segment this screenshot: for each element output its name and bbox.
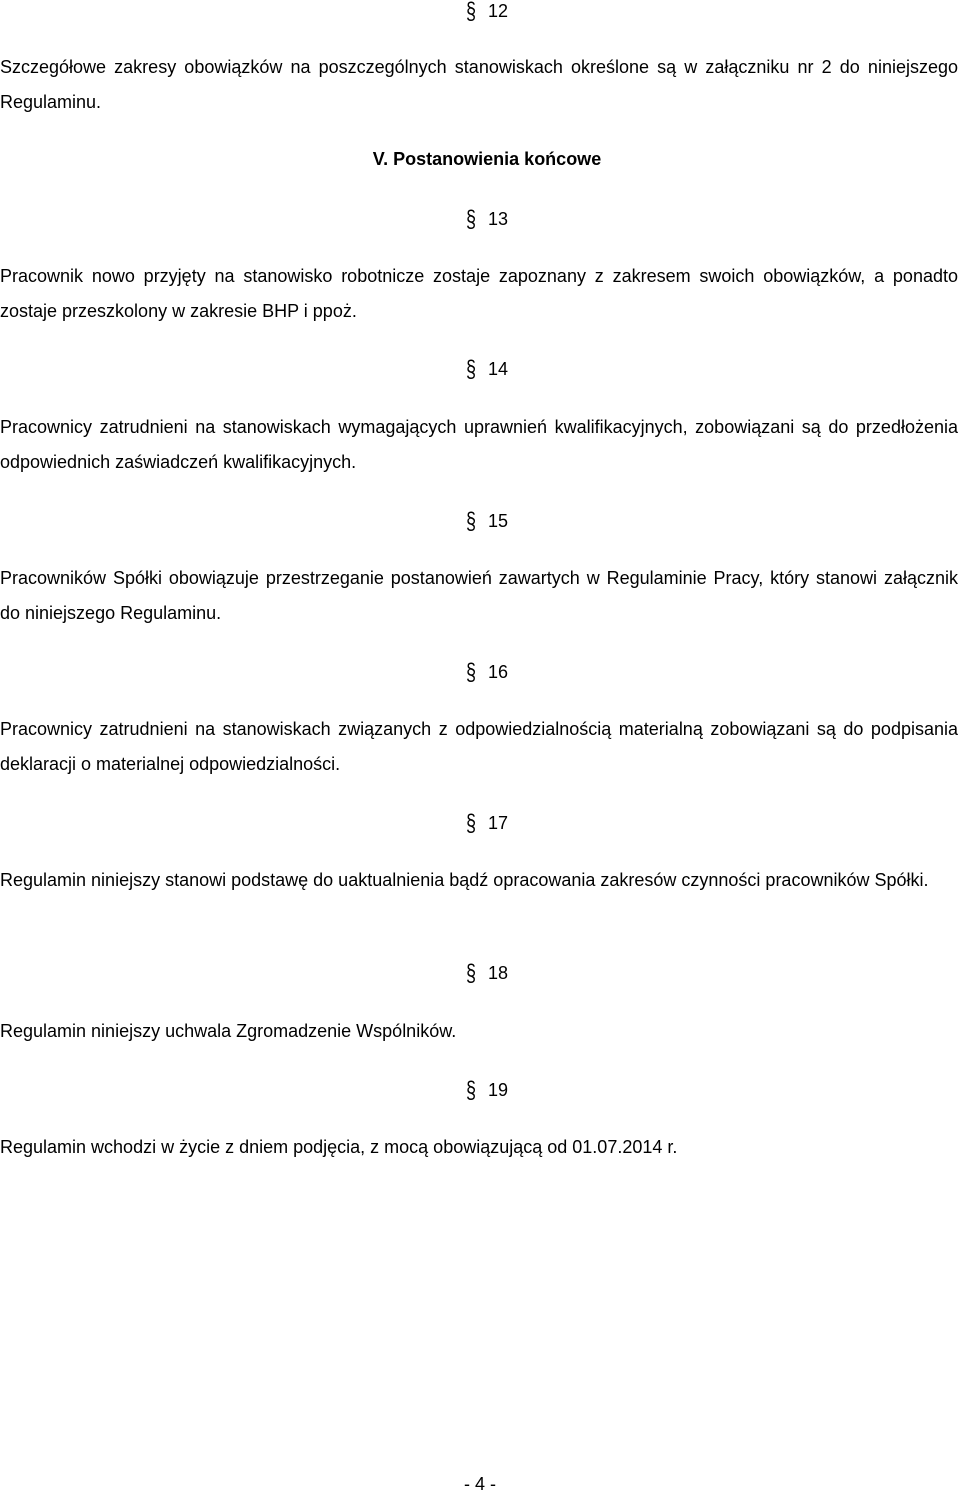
paragraph-13: Pracownik nowo przyjęty na stanowisko robotnicze zostaje zapoznany z zakresem swoich obowiązków, a ponadto zostaje przeszkolony w zakresie BHP i ppoż. (0, 266, 958, 321)
paragraph-17: Regulamin niniejszy stanowi podstawę do uaktualnienia bądź opracowania zakresów czynności pracowników Spółki. (0, 870, 929, 890)
section-18-number: 18 (487, 963, 509, 983)
page-number: - 4 - (463, 1474, 496, 1494)
section-sign-icon: § (465, 355, 476, 383)
section-16-number: 16 (487, 662, 509, 682)
paragraph-19: Regulamin wchodzi w życie z dniem podjęcia, z mocą obowiązującą od 01.07.2014 r. (0, 1137, 678, 1157)
section-14-mark (0, 355, 960, 383)
section-13-number: 13 (487, 209, 509, 229)
section-12-number: 12 (487, 1, 509, 21)
section-sign-icon: § (465, 0, 476, 25)
section-sign-icon: § (465, 658, 476, 686)
section-15-mark (0, 507, 960, 535)
section-19-mark (0, 1076, 960, 1104)
chapter-heading: V. Postanowienia końcowe (372, 149, 602, 169)
section-15-number: 15 (487, 511, 509, 531)
paragraph-15: Pracowników Spółki obowiązuje przestrzeganie postanowień zawartych w Regulaminie Pracy, który stanowi załącznik do niniejszego Regulaminu. (0, 568, 958, 623)
section-sign-icon: § (465, 1076, 476, 1104)
section-17-number: 17 (487, 813, 509, 833)
section-sign-icon: § (465, 507, 476, 535)
section-18-mark (0, 959, 960, 987)
paragraph-12: Szczegółowe zakresy obowiązków na poszczególnych stanowiskach określone są w załączniku nr 2 do niniejszego Regulaminu. (0, 57, 958, 112)
section-sign-icon: § (465, 959, 476, 987)
section-13-mark (0, 205, 960, 233)
section-19-number: 19 (487, 1080, 509, 1100)
paragraph-18: Regulamin niniejszy uchwala Zgromadzenie Wspólników. (0, 1021, 457, 1041)
paragraph-16: Pracownicy zatrudnieni na stanowiskach związanych z odpowiedzialnością materialną zobowiązani są do podpisania deklaracji o materialnej odpowiedzialności. (0, 719, 958, 774)
section-14-number: 14 (487, 359, 509, 379)
section-sign-icon: § (465, 205, 476, 233)
paragraph-14: Pracownicy zatrudnieni na stanowiskach wymagających uprawnień kwalifikacyjnych, zobowiązani są do przedłożenia odpowiednich zaświadczeń kwalifikacyjnych. (0, 417, 958, 472)
section-16-mark (0, 658, 960, 686)
section-17-mark (0, 809, 960, 837)
section-12-mark (0, 0, 960, 25)
section-sign-icon: § (465, 809, 476, 837)
